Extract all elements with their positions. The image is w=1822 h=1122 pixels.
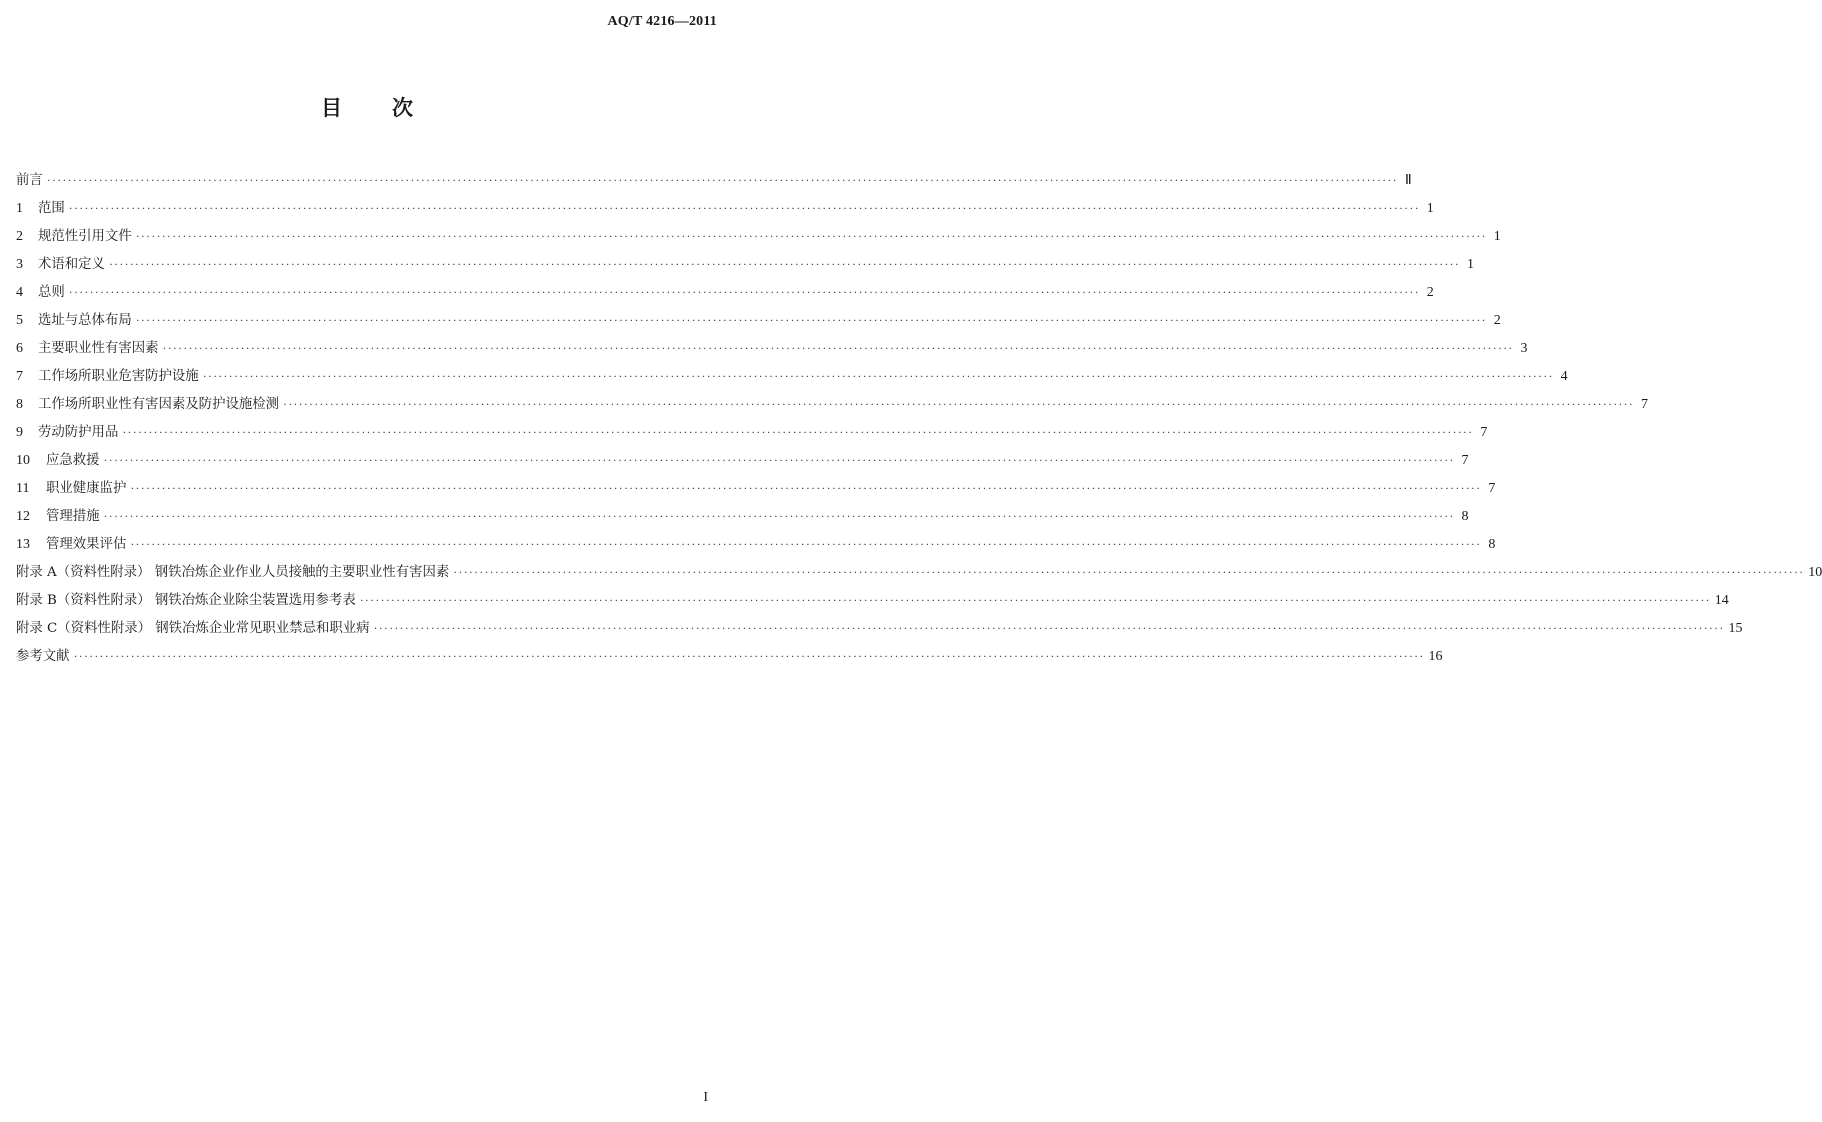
table-of-contents: [16, 166, 1822, 670]
toc-leader-dots: ····································································································································································································································································: [122, 425, 1474, 439]
toc-leader-dots: ····································································································································································································································································: [373, 621, 1725, 635]
toc-leader-dots: ····································································································································································································································································: [135, 229, 1487, 243]
toc-entry-number: 11: [16, 481, 30, 496]
toc-entry-number: 2: [16, 229, 23, 244]
toc-entry[interactable]: [16, 502, 1469, 530]
toc-leader-dots: ····································································································································································································································································: [103, 453, 1455, 467]
toc-leader-dots: ····································································································································································································································································: [103, 509, 1455, 523]
toc-entry-number: 1: [16, 201, 23, 216]
toc-entry-page: 2: [1426, 285, 1434, 300]
toc-entry-page: 8: [1488, 537, 1496, 552]
toc-entry-number: 7: [16, 369, 23, 384]
toc-entry-page: 15: [1728, 621, 1743, 636]
footer-page-number: I: [703, 1090, 708, 1105]
toc-entry[interactable]: [16, 390, 1649, 418]
toc-entry-page: 7: [1641, 397, 1649, 412]
toc-entry-title: 前言: [16, 173, 43, 188]
toc-entry[interactable]: [16, 642, 1443, 670]
toc-entry-page: 3: [1520, 341, 1528, 356]
toc-entry-page: 2: [1493, 313, 1501, 328]
toc-entry-page: 16: [1428, 649, 1443, 664]
toc-leader-dots: ····································································································································································································································································: [283, 397, 1635, 411]
title-char-2: 次: [392, 96, 413, 120]
toc-entry-title: 职业健康监护: [46, 481, 127, 496]
toc-entry[interactable]: [16, 558, 1822, 586]
title-char-1: 目: [321, 96, 342, 120]
toc-entry[interactable]: [16, 222, 1501, 250]
toc-entry-title: 术语和定义: [38, 257, 105, 272]
toc-entry-page: 1: [1466, 257, 1474, 272]
toc-entry-title: 附录 A（资料性附录） 钢铁冶炼企业作业人员接触的主要职业性有害因素: [16, 565, 450, 580]
toc-entry[interactable]: [16, 250, 1474, 278]
toc-leader-dots: ····································································································································································································································································: [130, 537, 1482, 551]
toc-entry-page: 4: [1560, 369, 1568, 384]
toc-entry-number: 12: [16, 509, 30, 524]
toc-entry-page: 1: [1426, 201, 1434, 216]
toc-entry[interactable]: [16, 474, 1496, 502]
toc-entry-page: 7: [1488, 481, 1496, 496]
toc-entry-page: Ⅱ: [1404, 173, 1412, 188]
toc-leader-dots: ····································································································································································································································································: [68, 201, 1420, 215]
toc-entry-title: 范围: [38, 201, 65, 216]
toc-entry-title: 工作场所职业性有害因素及防护设施检测: [38, 397, 280, 412]
toc-entry-page: 1: [1493, 229, 1501, 244]
toc-entry-title: 工作场所职业危害防护设施: [38, 369, 199, 384]
toc-entry-number: 8: [16, 397, 23, 412]
toc-entry-page: 10: [1808, 565, 1822, 580]
toc-entry-number: 3: [16, 257, 23, 272]
toc-entry[interactable]: [16, 278, 1434, 306]
toc-entry[interactable]: [16, 530, 1496, 558]
toc-entry-title: 管理措施: [46, 509, 100, 524]
toc-entry-title: 规范性引用文件: [38, 229, 132, 244]
toc-leader-dots: ····································································································································································································································································: [359, 593, 1711, 607]
toc-entry-number: 5: [16, 313, 23, 328]
toc-entry[interactable]: [16, 194, 1434, 222]
toc-entry-number: 9: [16, 425, 23, 440]
toc-entry[interactable]: [16, 306, 1501, 334]
toc-entry-title: 劳动防护用品: [38, 425, 119, 440]
toc-entry[interactable]: [16, 614, 1743, 642]
toc-entry[interactable]: [16, 586, 1729, 614]
toc-leader-dots: ····································································································································································································································································: [108, 257, 1460, 271]
toc-leader-dots: ····································································································································································································································································: [162, 341, 1514, 355]
toc-entry-title: 总则: [38, 285, 65, 300]
toc-leader-dots: ····································································································································································································································································: [73, 649, 1425, 663]
toc-entry-title: 附录 B（资料性附录） 钢铁冶炼企业除尘装置选用参考表: [16, 593, 356, 608]
toc-entry-page: 8: [1461, 509, 1469, 524]
toc-leader-dots: ····································································································································································································································································: [202, 369, 1554, 383]
page-title: [0, 92, 734, 122]
toc-leader-dots: ····································································································································································································································································: [68, 285, 1420, 299]
toc-entry[interactable]: [16, 334, 1528, 362]
toc-entry[interactable]: [16, 166, 1412, 194]
toc-entry-page: 14: [1714, 593, 1729, 608]
toc-entry-title: 应急救援: [46, 453, 100, 468]
toc-entry-title: 附录 C（资料性附录） 钢铁冶炼企业常见职业禁忌和职业病: [16, 621, 370, 636]
toc-leader-dots: ····································································································································································································································································: [453, 565, 1805, 579]
toc-entry-number: 10: [16, 453, 30, 468]
toc-entry-page: 7: [1461, 453, 1469, 468]
toc-leader-dots: ····································································································································································································································································: [130, 481, 1482, 495]
toc-entry[interactable]: [16, 418, 1488, 446]
toc-entry-number: 4: [16, 285, 23, 300]
toc-entry-title: 参考文献: [16, 649, 70, 664]
toc-entry-title: 主要职业性有害因素: [38, 341, 159, 356]
toc-entry-title: 选址与总体布局: [38, 313, 132, 328]
toc-entry-number: 6: [16, 341, 23, 356]
standard-code: AQ/T 4216—2011: [607, 14, 717, 29]
toc-entry-number: 13: [16, 537, 30, 552]
toc-entry[interactable]: [16, 446, 1469, 474]
toc-leader-dots: ····································································································································································································································································: [135, 313, 1487, 327]
toc-leader-dots: ····································································································································································································································································: [46, 173, 1398, 187]
toc-entry-title: 管理效果评估: [46, 537, 127, 552]
toc-entry[interactable]: [16, 362, 1568, 390]
toc-entry-page: 7: [1480, 425, 1488, 440]
